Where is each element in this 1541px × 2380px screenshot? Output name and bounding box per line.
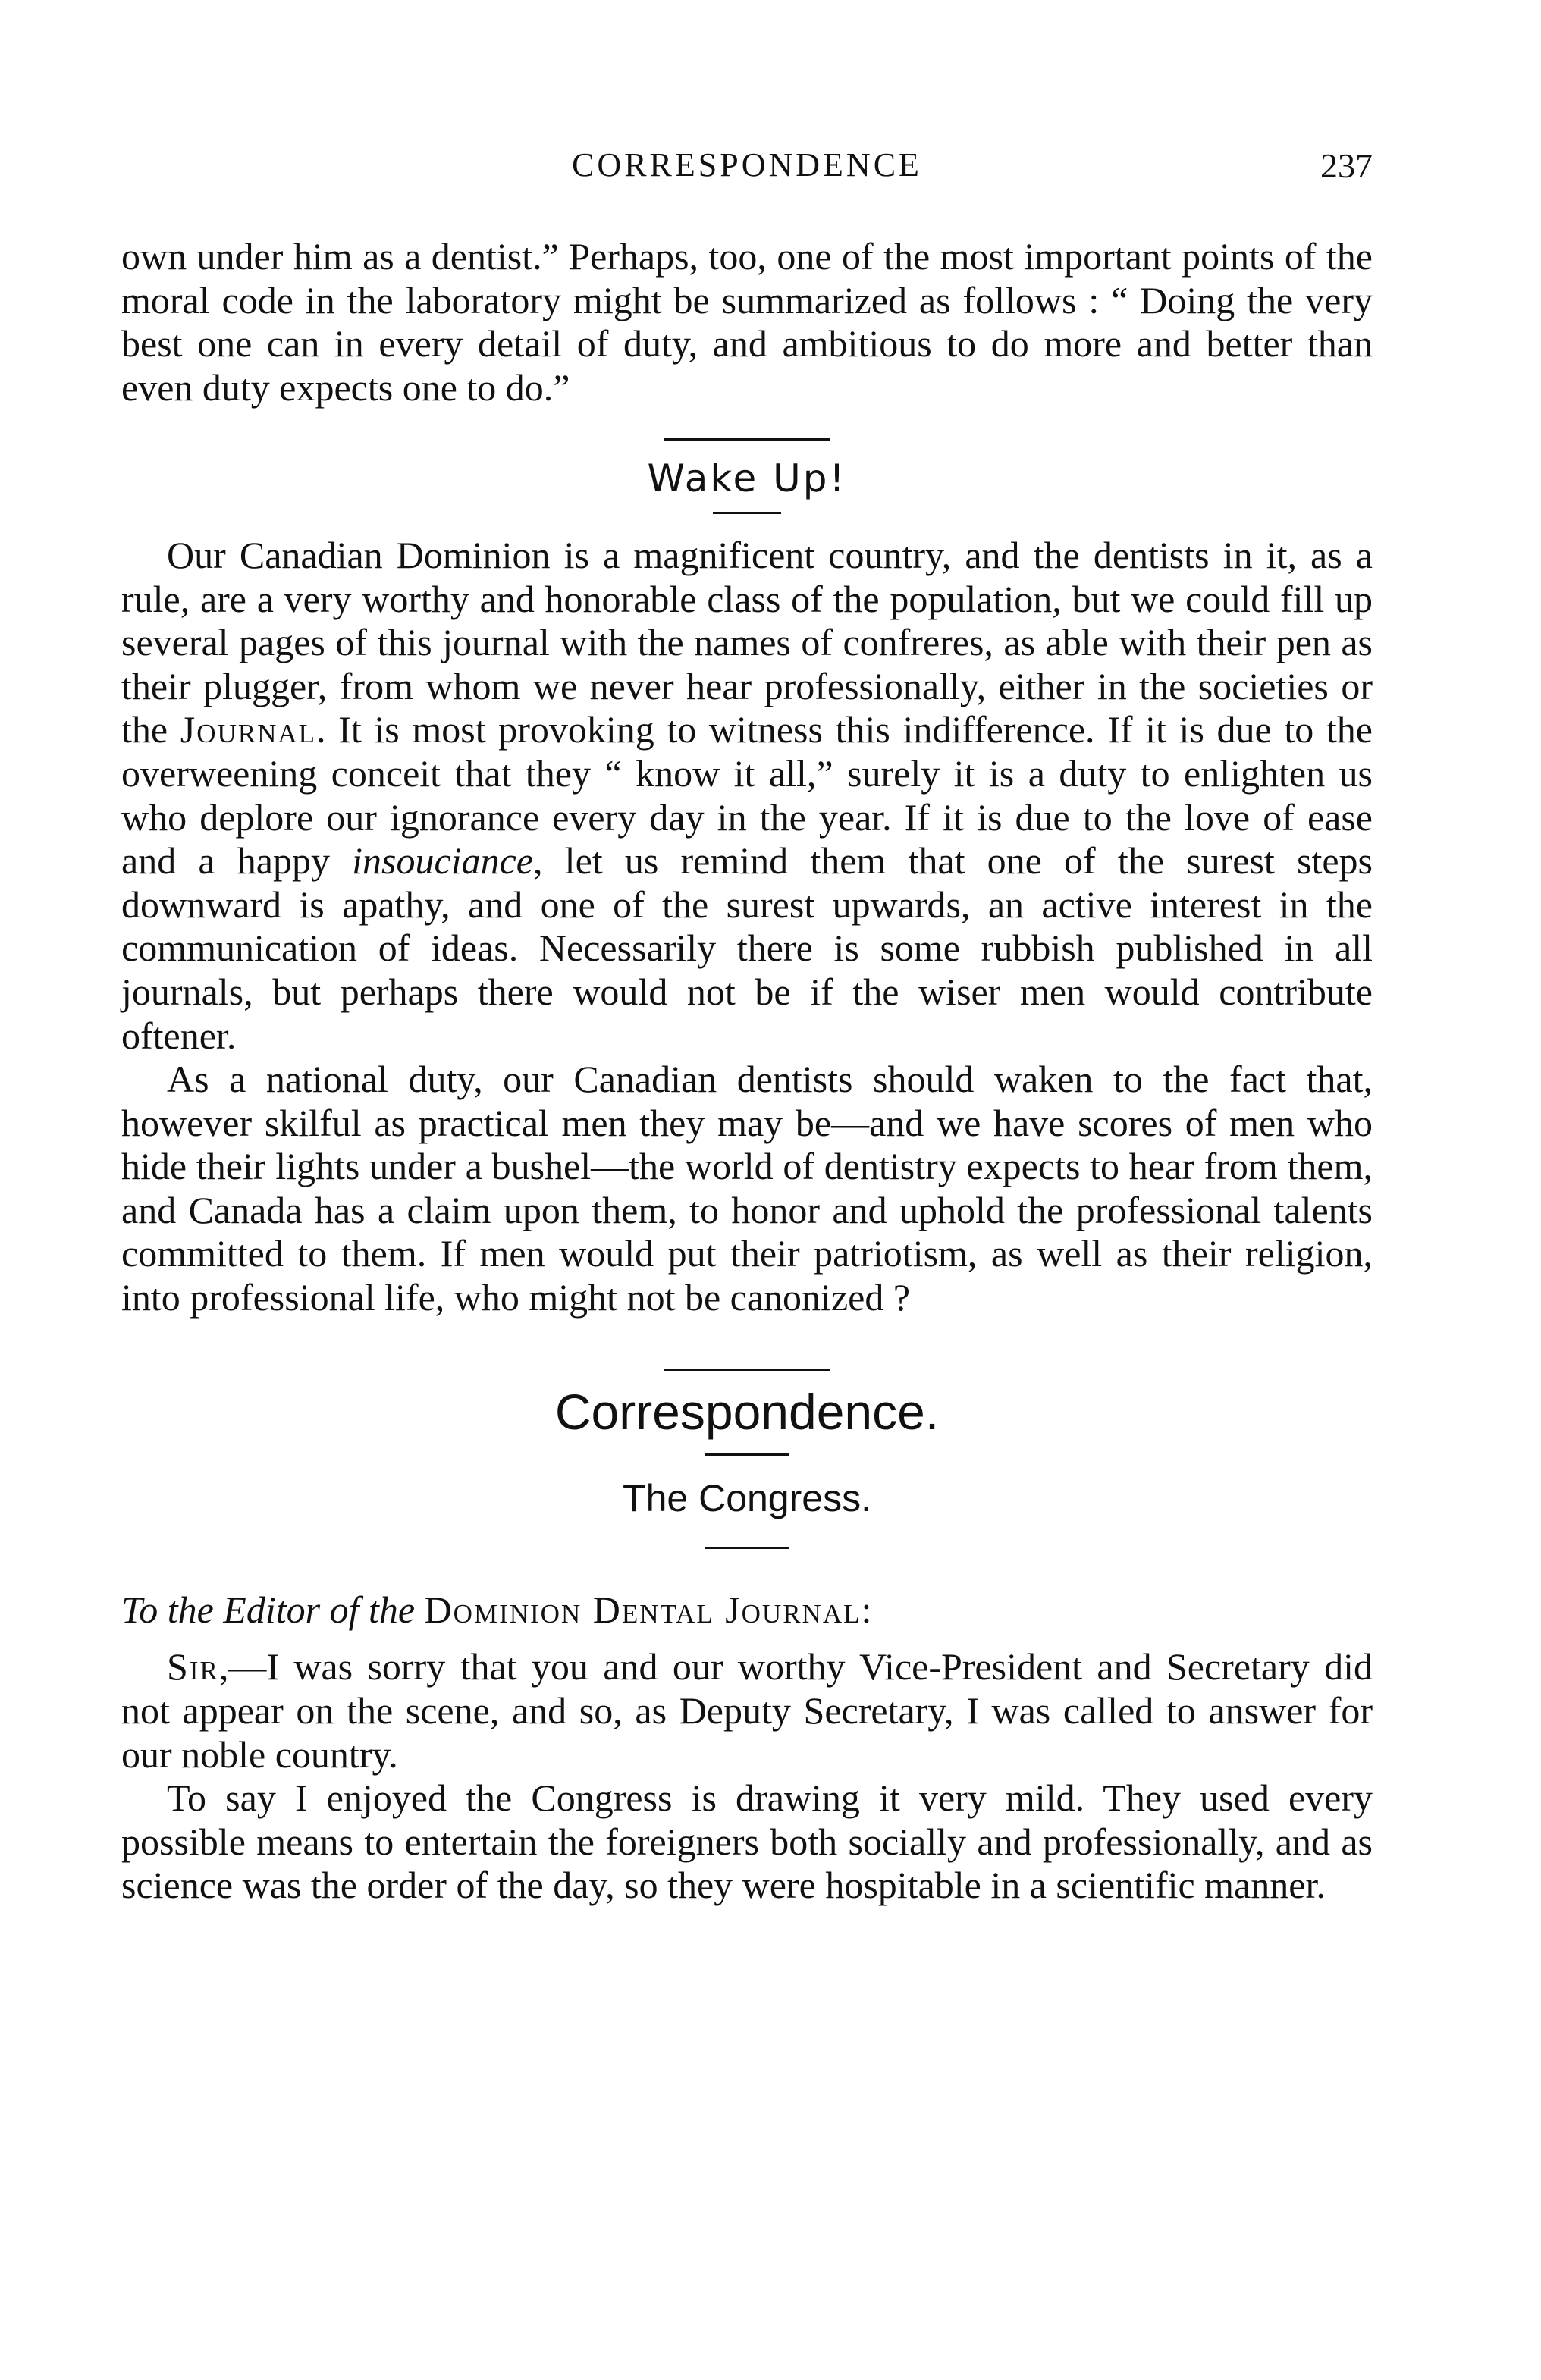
- salutation: [121, 1588, 1373, 1632]
- continuation-paragraph: own under him as a dentist.” Perhaps, too, one of the most important points of the moral code in the laboratory might be summarized as follows : “ Doing the very best one can in every detail of duty, and ambitious to do more and better than even duty expects one to do.”: [121, 235, 1373, 409]
- page-body: [121, 235, 1373, 1908]
- salutation-colon: :: [861, 1588, 872, 1631]
- letter-sir: Sir: [167, 1645, 219, 1689]
- running-head: [121, 146, 1373, 199]
- salutation-prefix: To the Editor of the: [121, 1588, 416, 1631]
- wake-up-p1-middle: . It is most provoking to witness this indifference. If it is due to the overweening conceit that they “ know it all,” surely it is a duty to enlighten us who deplore our ignorance every day in the year. If it is due to the love of ease and a happy: [121, 708, 1373, 883]
- letter-p1-text: ,—I was sorry that you and our worthy Vice-President and Secretary did not appear on the scene, and so, as Deputy Secretary, I was called to answer for our noble country.: [121, 1645, 1373, 1776]
- section-rule: [664, 438, 830, 441]
- page-number: 237: [1320, 146, 1373, 185]
- heading-rule: [705, 1453, 789, 1456]
- heading-rule: [705, 1547, 789, 1549]
- wake-up-p1-start: Our Canadian Dominion is a magnificent country, and the dentists in it, as a rule, are a very worthy and honorable class of the population, but we could fill up several pages of this journal with the names of confreres, as able with their pen as their plugger, from whom we never hear professionally, either in the societies or the: [121, 533, 1373, 751]
- wake-up-p1-end: , let us remind them that one of the surest steps downward is apathy, and one of the surest upwards, an active interest in the communication of ideas. Necessarily there is some rubbish published in all journals, but perhaps there would not be if the wiser men would contribute oftener.: [121, 839, 1373, 1057]
- insouciance-word: insouciance: [352, 839, 533, 883]
- journal-name: Journal: [180, 708, 317, 751]
- letter-paragraph-1: [121, 1645, 1373, 1776]
- wake-up-paragraph-2: As a national duty, our Canadian dentists should waken to the fact that, however skilful as practical men they may be—and we have scores of men who hide their lights under a bushel—the world of dentistry expects to hear from them, and Canada has a claim upon them, to honor and uphold the professional talents committed to them. If men would put their patriotism, as well as their religion, into professional life, who might not be canonized ?: [121, 1058, 1373, 1319]
- congress-subheading: The Congress.: [623, 1477, 871, 1520]
- letter-paragraph-2: To say I enjoyed the Congress is drawing it very mild. They used every possible means to entertain the foreigners both socially and professionally, and as science was the order of the day, so they were hospitable in a scientific manner.: [121, 1776, 1373, 1907]
- heading-rule: [713, 512, 781, 514]
- section-rule: [664, 1369, 830, 1371]
- correspondence-heading: Correspondence.: [554, 1383, 940, 1440]
- wake-up-paragraph-1: [121, 534, 1373, 1058]
- running-title: CORRESPONDENCE: [572, 146, 922, 183]
- wake-up-heading: Wake Up!: [647, 456, 847, 501]
- salutation-journal: Dominion Dental Journal: [424, 1588, 862, 1631]
